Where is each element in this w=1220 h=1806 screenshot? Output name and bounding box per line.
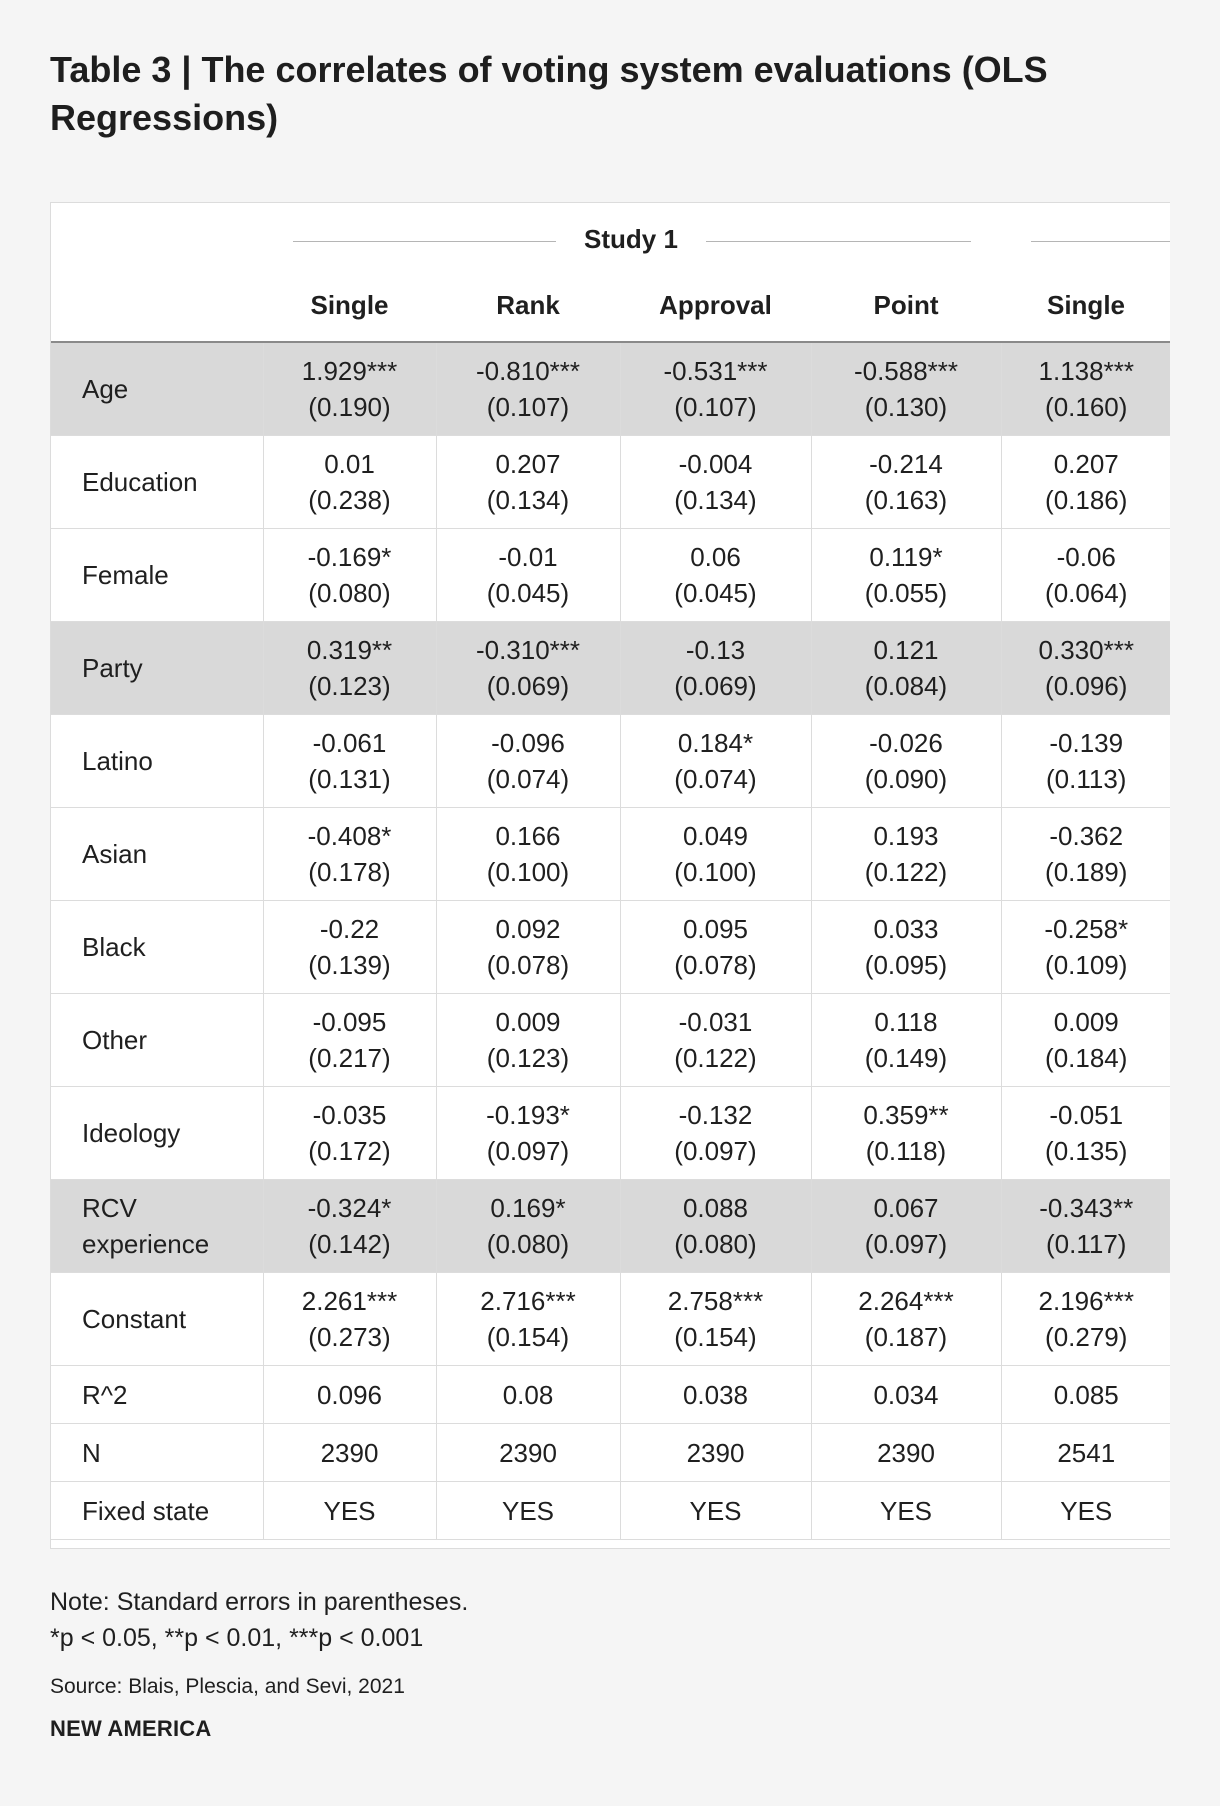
- row-label: R^2: [51, 1366, 263, 1424]
- table-body: [51, 342, 1170, 1540]
- table-cell: [436, 529, 620, 622]
- table-cell: [620, 808, 811, 901]
- standard-error: (0.238): [308, 485, 391, 515]
- standard-error: (0.080): [486, 1229, 570, 1259]
- table-row: [51, 1424, 1170, 1482]
- row-label: Latino: [51, 715, 263, 808]
- table-cell: [436, 994, 620, 1087]
- table-cell: [620, 1087, 811, 1180]
- group-rule-right: [706, 241, 971, 242]
- standard-error: (0.122): [864, 857, 948, 887]
- standard-error: (0.045): [674, 578, 757, 608]
- coefficient: 0.207: [495, 449, 561, 479]
- column-header-row: [51, 269, 1170, 342]
- table-cell: 0.096: [263, 1366, 436, 1424]
- table-cell: [1001, 994, 1170, 1087]
- table-cell: [263, 715, 436, 808]
- standard-error: (0.107): [674, 392, 757, 422]
- standard-error: (0.178): [308, 857, 391, 887]
- standard-error: (0.217): [308, 1043, 391, 1073]
- table-cell: [436, 622, 620, 715]
- row-label: Education: [51, 436, 263, 529]
- standard-error: (0.097): [486, 1136, 570, 1166]
- row-label: Fixed state: [51, 1482, 263, 1540]
- table-cell: [620, 342, 811, 436]
- table-cell: [1001, 622, 1170, 715]
- coefficient: -0.026: [869, 728, 943, 758]
- footnotes: [50, 1584, 1170, 1744]
- table-cell: YES: [811, 1482, 1001, 1540]
- standard-error: (0.172): [308, 1136, 391, 1166]
- table-cell: [436, 901, 620, 994]
- coefficient: -0.01: [498, 542, 558, 572]
- column-header-approval: Approval: [620, 269, 811, 342]
- standard-error: (0.113): [1046, 764, 1127, 794]
- coefficient: 0.088: [682, 1193, 749, 1223]
- group-label-study-1: Study 1: [556, 219, 706, 259]
- standard-error: (0.184): [1045, 1043, 1128, 1073]
- standard-error: (0.055): [864, 578, 948, 608]
- coefficient: -0.061: [312, 728, 387, 758]
- table-cell: [263, 622, 436, 715]
- coefficient: 0.118: [874, 1007, 938, 1037]
- table-cell: [436, 808, 620, 901]
- standard-error: (0.279): [1045, 1322, 1128, 1352]
- coefficient: -0.051: [1049, 1100, 1124, 1130]
- coefficient: 2.261***: [301, 1286, 398, 1316]
- standard-error: (0.109): [1045, 950, 1128, 980]
- standard-error: (0.160): [1045, 392, 1128, 422]
- table-cell: 0.085: [1001, 1366, 1170, 1424]
- standard-error: (0.189): [1045, 857, 1128, 887]
- table-cell: [263, 342, 436, 436]
- table-cell: [811, 529, 1001, 622]
- coefficient: 0.095: [682, 914, 749, 944]
- coefficient: 0.119*: [869, 542, 943, 572]
- table-cell: [620, 1180, 811, 1273]
- table-cell: [263, 436, 436, 529]
- brand-logo-text: NEW AMERICA: [50, 1716, 212, 1741]
- standard-error: (0.084): [864, 671, 948, 701]
- table-cell: [1001, 808, 1170, 901]
- table-cell: [263, 1273, 436, 1366]
- table-row: [51, 1180, 1170, 1273]
- standard-error: (0.186): [1045, 485, 1128, 515]
- coefficient: 0.049: [682, 821, 749, 851]
- standard-error: (0.123): [308, 671, 391, 701]
- row-label: Other: [51, 994, 263, 1087]
- coefficient: 1.138***: [1038, 356, 1134, 386]
- coefficient: -0.169*: [307, 542, 392, 572]
- table-cell: YES: [1001, 1482, 1170, 1540]
- column-header-single: Single: [263, 269, 436, 342]
- coefficient: 0.033: [873, 914, 939, 944]
- row-label: Age: [51, 342, 263, 436]
- table-row: [51, 994, 1170, 1087]
- table-row: [51, 1273, 1170, 1366]
- column-header-point: Point: [811, 269, 1001, 342]
- table-cell: [263, 994, 436, 1087]
- coefficient: -0.035: [312, 1100, 387, 1130]
- coefficient: 2.716***: [480, 1286, 576, 1316]
- table-cell: 0.08: [436, 1366, 620, 1424]
- table-row: [51, 622, 1170, 715]
- table-cell: [436, 1273, 620, 1366]
- table-row: [51, 901, 1170, 994]
- column-header-variable: [51, 269, 263, 342]
- table-cell: [811, 715, 1001, 808]
- row-label: RCV experience: [51, 1180, 263, 1273]
- row-label: Constant: [51, 1273, 263, 1366]
- standard-error: (0.100): [674, 857, 757, 887]
- coefficient: 0.009: [1053, 1007, 1119, 1037]
- table-row: [51, 529, 1170, 622]
- coefficient: 0.193: [873, 821, 939, 851]
- table-cell: [620, 994, 811, 1087]
- table-cell: [811, 901, 1001, 994]
- standard-error: (0.096): [1045, 671, 1128, 701]
- page-title: Table 3 | The correlates of voting system evaluations (OLS Regressions): [50, 49, 1048, 138]
- standard-error: (0.100): [486, 857, 570, 887]
- coefficient: -0.06: [1056, 542, 1116, 572]
- coefficient: 0.166: [495, 821, 561, 851]
- standard-error: (0.080): [308, 578, 391, 608]
- standard-error: (0.045): [486, 578, 570, 608]
- note-standard-errors: Note: Standard errors in parentheses.: [50, 1588, 469, 1616]
- coefficient: 0.009: [495, 1007, 561, 1037]
- table-cell: [436, 436, 620, 529]
- coefficient: 0.06: [690, 542, 741, 572]
- standard-error: (0.064): [1045, 578, 1128, 608]
- coefficient: 2.758***: [667, 1286, 764, 1316]
- coefficient: 0.184*: [677, 728, 754, 758]
- standard-error: (0.149): [864, 1043, 948, 1073]
- table-cell: [1001, 529, 1170, 622]
- table-cell: [436, 1087, 620, 1180]
- row-label: Black: [51, 901, 263, 994]
- coefficient: -0.031: [678, 1007, 753, 1037]
- group-rule-next: [1031, 241, 1170, 242]
- coefficient: -0.193*: [486, 1100, 570, 1130]
- table-cell: 2390: [263, 1424, 436, 1482]
- coefficient: -0.343**: [1039, 1193, 1134, 1223]
- coefficient: -0.214: [869, 449, 943, 479]
- coefficient: -0.095: [312, 1007, 387, 1037]
- coefficient: -0.810***: [475, 356, 581, 386]
- note-significance: *p < 0.05, **p < 0.01, ***p < 0.001: [50, 1624, 424, 1652]
- table-cell: [811, 1180, 1001, 1273]
- coefficient: 0.01: [324, 449, 375, 479]
- column-group-header: [51, 203, 1170, 269]
- table-cell: YES: [263, 1482, 436, 1540]
- table-cell: [263, 1087, 436, 1180]
- table-row: [51, 715, 1170, 808]
- standard-error: (0.154): [674, 1322, 757, 1352]
- standard-error: (0.142): [308, 1229, 391, 1259]
- table-cell: YES: [436, 1482, 620, 1540]
- standard-error: (0.090): [864, 764, 948, 794]
- coefficient: -0.408*: [307, 821, 392, 851]
- standard-error: (0.187): [864, 1322, 948, 1352]
- coefficient: -0.139: [1049, 728, 1124, 758]
- source-citation: Source: Blais, Plescia, and Sevi, 2021: [50, 1675, 405, 1698]
- standard-error: (0.123): [486, 1043, 570, 1073]
- standard-error: (0.134): [674, 485, 757, 515]
- coefficient: 1.929***: [301, 356, 398, 386]
- coefficient: -0.588***: [853, 356, 959, 386]
- table-cell: [263, 901, 436, 994]
- column-header-rank: Rank: [436, 269, 620, 342]
- standard-error: (0.097): [674, 1136, 757, 1166]
- table-cell: [1001, 901, 1170, 994]
- table-cell: 0.034: [811, 1366, 1001, 1424]
- table-cell: [811, 808, 1001, 901]
- table-cell: [620, 529, 811, 622]
- coefficient: 0.330***: [1038, 635, 1134, 665]
- table-cell: [620, 715, 811, 808]
- table-row: [51, 1482, 1170, 1540]
- table-cell: 2390: [811, 1424, 1001, 1482]
- row-label: Asian: [51, 808, 263, 901]
- row-label: N: [51, 1424, 263, 1482]
- table-cell: [263, 1180, 436, 1273]
- standard-error: (0.163): [864, 485, 948, 515]
- standard-error: (0.134): [486, 485, 570, 515]
- coefficient: -0.22: [319, 914, 380, 944]
- table-cell: [1001, 1180, 1170, 1273]
- table-cell: [1001, 342, 1170, 436]
- table-cell: [436, 342, 620, 436]
- table-cell: [811, 622, 1001, 715]
- coefficient: 0.067: [873, 1193, 939, 1223]
- standard-error: (0.135): [1045, 1136, 1128, 1166]
- standard-error: (0.069): [486, 671, 570, 701]
- coefficient: -0.004: [678, 449, 753, 479]
- coefficient: -0.132: [678, 1100, 753, 1130]
- table-row: [51, 808, 1170, 901]
- standard-error: (0.122): [674, 1043, 757, 1073]
- coefficient: -0.310***: [475, 635, 581, 665]
- table-cell: [1001, 1087, 1170, 1180]
- standard-error: (0.107): [486, 392, 570, 422]
- table-row: [51, 436, 1170, 529]
- table-cell: [620, 1273, 811, 1366]
- standard-error: (0.095): [864, 950, 948, 980]
- coefficient: 0.092: [495, 914, 561, 944]
- table-cell: [1001, 715, 1170, 808]
- coefficient: 0.319**: [306, 635, 393, 665]
- group-rule-left: [293, 241, 556, 242]
- column-header-single-2: Single: [1001, 269, 1170, 342]
- coefficient: -0.362: [1049, 821, 1124, 851]
- table-cell: [811, 1273, 1001, 1366]
- table-cell: YES: [620, 1482, 811, 1540]
- coefficient: 2.196***: [1038, 1286, 1134, 1316]
- table-cell: [811, 436, 1001, 529]
- standard-error: (0.078): [486, 950, 570, 980]
- coefficient: -0.531***: [663, 356, 768, 386]
- standard-error: (0.139): [308, 950, 391, 980]
- coefficient: 0.121: [873, 635, 939, 665]
- standard-error: (0.118): [865, 1136, 947, 1166]
- standard-error: (0.117): [1046, 1229, 1127, 1259]
- coefficient: -0.324*: [307, 1193, 392, 1223]
- table-row: [51, 1087, 1170, 1180]
- table-cell: [263, 529, 436, 622]
- table-cell: [436, 1180, 620, 1273]
- standard-error: (0.069): [674, 671, 757, 701]
- standard-error: (0.074): [674, 764, 757, 794]
- row-label: Female: [51, 529, 263, 622]
- table-cell: 0.038: [620, 1366, 811, 1424]
- coefficient: -0.258*: [1044, 914, 1129, 944]
- standard-error: (0.190): [308, 392, 391, 422]
- coefficient: -0.13: [685, 635, 746, 665]
- regression-table: [51, 269, 1170, 1540]
- table-cell: [620, 901, 811, 994]
- standard-error: (0.130): [864, 392, 948, 422]
- table-cell: [1001, 1273, 1170, 1366]
- standard-error: (0.273): [308, 1322, 391, 1352]
- standard-error: (0.080): [674, 1229, 757, 1259]
- table-cell: 2390: [620, 1424, 811, 1482]
- table-cell: [1001, 436, 1170, 529]
- standard-error: (0.097): [864, 1229, 948, 1259]
- coefficient: 0.207: [1053, 449, 1119, 479]
- table-cell: 2390: [436, 1424, 620, 1482]
- regression-table-card: [50, 202, 1170, 1549]
- standard-error: (0.078): [674, 950, 757, 980]
- table-cell: [436, 715, 620, 808]
- table-cell: [263, 808, 436, 901]
- table-row: [51, 1366, 1170, 1424]
- standard-error: (0.154): [486, 1322, 570, 1352]
- table-cell: [811, 1087, 1001, 1180]
- table-cell: [620, 622, 811, 715]
- coefficient: 2.264***: [858, 1286, 954, 1316]
- standard-error: (0.074): [486, 764, 570, 794]
- table-cell: 2541: [1001, 1424, 1170, 1482]
- coefficient: 0.359**: [863, 1100, 949, 1130]
- row-label: Party: [51, 622, 263, 715]
- table-cell: [620, 436, 811, 529]
- table-row: [51, 342, 1170, 436]
- coefficient: -0.096: [491, 728, 565, 758]
- standard-error: (0.131): [308, 764, 391, 794]
- table-cell: [811, 342, 1001, 436]
- coefficient: 0.169*: [490, 1193, 566, 1223]
- row-label: Ideology: [51, 1087, 263, 1180]
- table-cell: [811, 994, 1001, 1087]
